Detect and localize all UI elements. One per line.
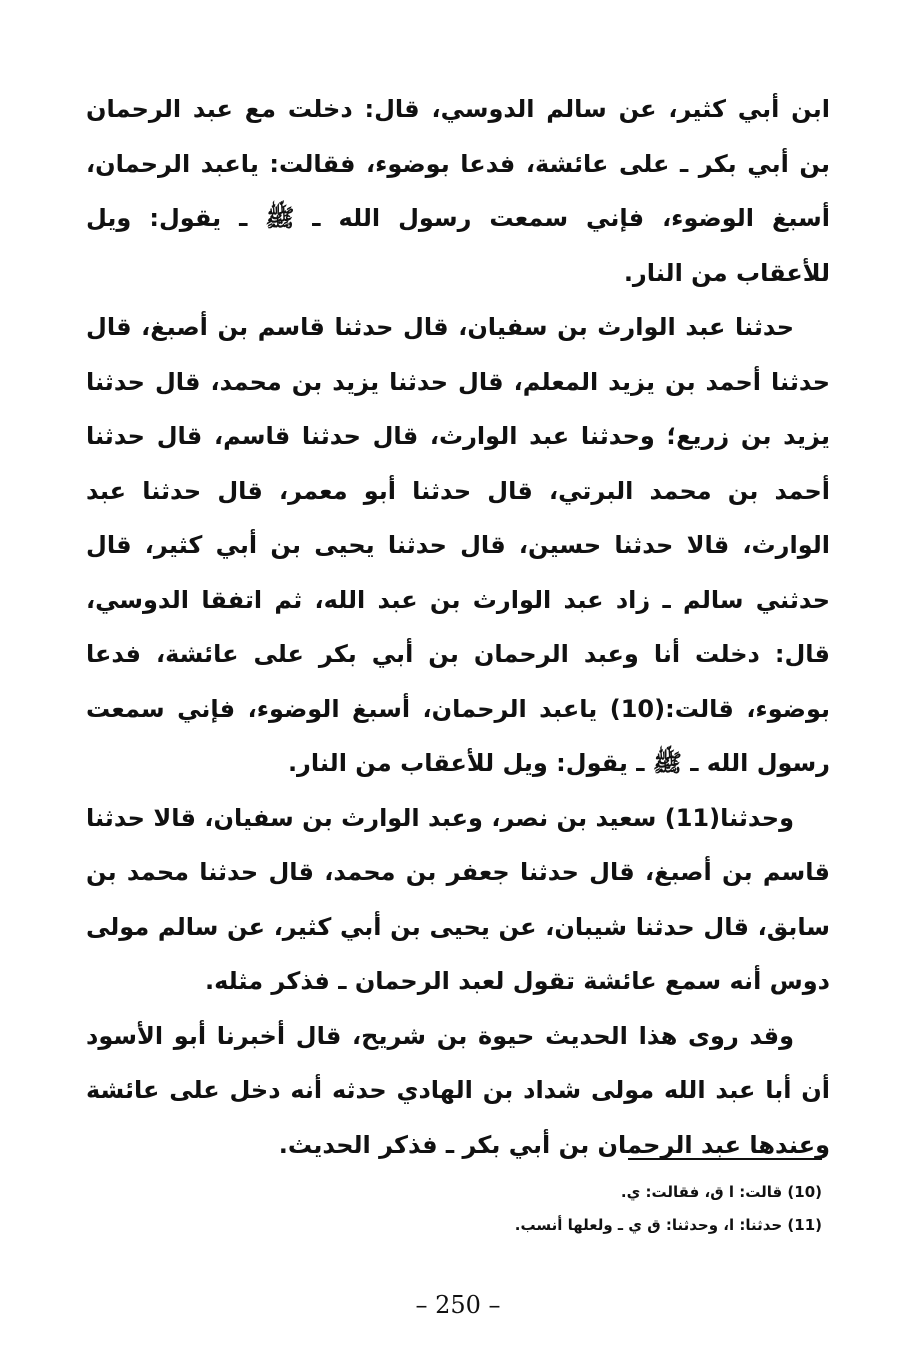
footnote-divider — [628, 1158, 822, 1160]
page-number: – 250 – — [415, 1291, 501, 1319]
paragraph-4: وقد روى هذا الحديث حيوة بن شريح، قال أخبرنا أبو الأسود أن أبا عبد الله مولى شداد بن الهادي حدثه أنه دخل على عائشة وعندها عبد الرحمان بن أبي بكر ـ فذكر الحديث. — [86, 1021, 830, 1159]
paragraph-1: ابن أبي كثير، عن سالم الدوسي، قال: دخلت مع عبد الرحمان بن أبي بكر ـ على عائشة، فدعا بوضوء، فقالت: ياعبد الرحمان، أسبغ الوضوء، فإني سمعت رسول الله ـ ﷺ ـ يقول: ويل للأعقاب من النار. — [86, 95, 830, 287]
footnote-10: (10) قالت: ا ق، فقالت: ي. — [620, 1183, 822, 1201]
body-text — [86, 82, 830, 1172]
paragraph-2: حدثنا عبد الوارث بن سفيان، قال حدثنا قاسم بن أصبغ، قال حدثنا أحمد بن يزيد المعلم، قال حدثنا يزيد بن محمد، قال حدثنا يزيد بن زريع؛ وحدثنا عبد الوارث، قال حدثنا قاسم، قال حدثنا أحمد بن محمد البرتي، قال حدثنا أبو معمر، قال حدثنا عبد الوارث، قالا حدثنا حسين، قال حدثنا يحيى بن أبي كثير، قال حدثني سالم ـ زاد عبد الوارث بن عبد الله، ثم اتفقا الدوسي، قال: دخلت أنا وعبد الرحمان بن أبي بكر على عائشة، فدعا بوضوء، قالت:(10) ياعبد الرحمان، أسبغ الوضوء، فإني سمعت رسول الله ـ ﷺ ـ يقول: ويل للأعقاب من النار. — [86, 313, 831, 777]
footnotes — [440, 1176, 822, 1242]
paragraph-3: وحدثنا(11) سعيد بن نصر، وعبد الوارث بن سفيان، قالا حدثنا قاسم بن أصبغ، قال حدثنا جعفر بن محمد، قال حدثنا محمد بن سابق، قال حدثنا شيبان، عن يحيى بن أبي كثير، عن سالم مولى دوس أنه سمع عائشة تقول لعبد الرحمان ـ فذكر مثله. — [86, 803, 830, 995]
footnote-11: (11) حدثنا: ا، وحدثنا: ق ي ـ ولعلها أنسب. — [514, 1216, 822, 1234]
